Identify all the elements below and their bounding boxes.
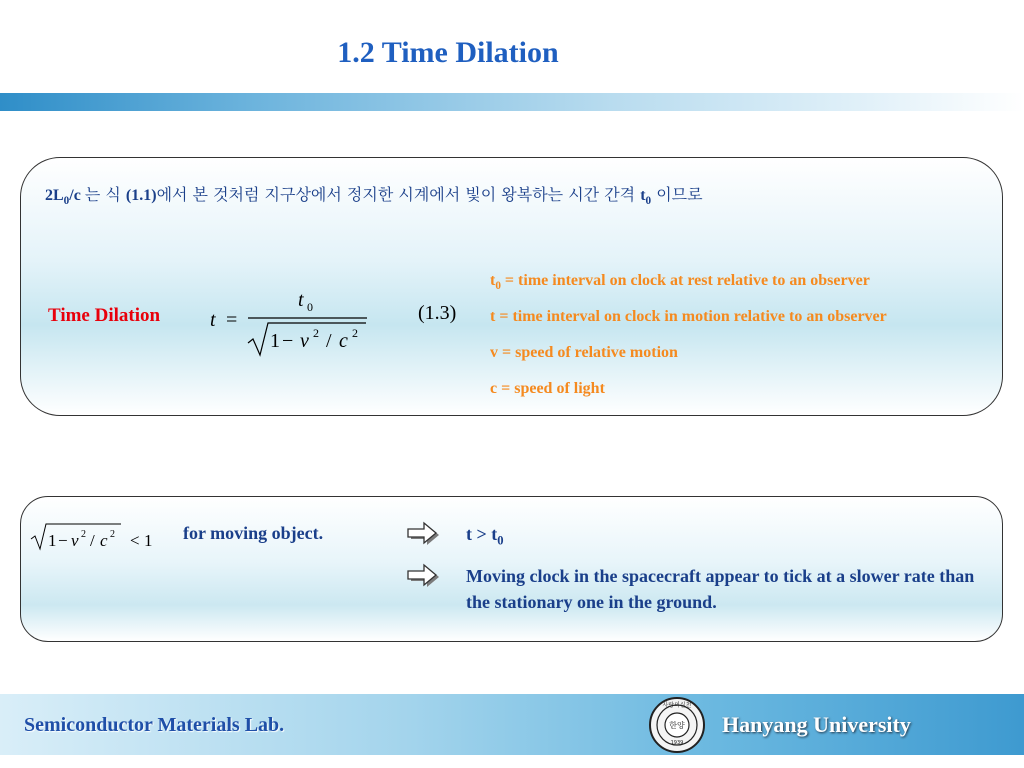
intro-t-subscript: 0: [645, 195, 652, 208]
moving-object-panel: [20, 496, 1003, 642]
intro-korean-2: 에서 본 것처럼 지구상에서 정지한 시계에서 빛이 왕복하는 시간 간격: [156, 185, 641, 204]
slide-title: 1.2 Time Dilation: [337, 36, 559, 69]
seal-motto: 사랑의실천: [662, 702, 692, 709]
intro-sentence: [45, 182, 703, 207]
intro-equation-ref: (1.1): [125, 187, 157, 204]
formula-numerator-t: t: [298, 289, 304, 311]
definition-v: v = speed of relative motion: [490, 344, 678, 361]
inequality-rhs: 1: [144, 531, 153, 550]
formula-c: c: [339, 330, 348, 352]
definition-t0-subscript: 0: [495, 280, 501, 293]
definition-c: c = speed of light: [490, 380, 605, 397]
formula-numerator-subscript: 0: [307, 300, 313, 314]
lorentz-inequality: [29, 517, 169, 557]
implies-arrow-icon: [406, 563, 442, 591]
definition-t0-symbol: t: [490, 272, 496, 289]
university-name: Hanyang University: [722, 712, 911, 737]
implies-arrow-icon: [406, 521, 442, 549]
intro-subscript: 0: [63, 195, 70, 208]
footer-bar: [0, 694, 1024, 755]
seal-year: 1939: [670, 740, 684, 746]
definition-t0-text: = time interval on clock at rest relative to an observer: [500, 272, 870, 289]
formula-slash: /: [326, 330, 332, 352]
university-seal-icon: [648, 696, 706, 754]
formula-minus: −: [282, 330, 294, 352]
time-dilation-label: Time Dilation: [48, 305, 161, 326]
inequality-v: v: [71, 531, 79, 550]
formula-lhs-t: t: [210, 309, 216, 331]
equation-number: (1.3): [418, 302, 457, 324]
moving-object-text: for moving object.: [183, 523, 324, 543]
result1-text: t > t: [466, 524, 498, 544]
inequality-one: 1: [48, 531, 57, 550]
time-dilation-panel: [20, 157, 1003, 416]
formula-v-exponent: 2: [313, 326, 319, 340]
result-moving-clock: Moving clock in the spacecraft appear to tick at a slower rate than the stationary one in the ground.: [466, 566, 975, 612]
formula-v: v: [300, 330, 309, 352]
result1-subscript: 0: [497, 533, 504, 548]
formula-c-exponent: 2: [352, 326, 358, 340]
formula-one: 1: [270, 330, 280, 352]
result-t-greater-t0: [466, 524, 504, 549]
intro-t: t: [640, 187, 646, 204]
intro-over-c: /c: [69, 187, 85, 204]
inequality-less-than: <: [130, 531, 140, 550]
time-dilation-formula: [204, 281, 394, 361]
definition-t: t = time interval on clock in motion relative to an observer: [490, 308, 887, 325]
intro-korean-1: 는 식: [84, 185, 126, 204]
inequality-minus: −: [58, 531, 68, 550]
formula-equals: =: [226, 309, 238, 331]
lab-name: Semiconductor Materials Lab.: [24, 714, 285, 736]
title-divider-bar: [0, 93, 1024, 111]
inequality-v-exponent: 2: [81, 529, 86, 540]
intro-2L: 2L: [45, 187, 64, 204]
intro-korean-3: 이므로: [651, 185, 703, 204]
seal-center: 한양: [669, 721, 685, 730]
inequality-c-exponent: 2: [110, 529, 115, 540]
inequality-slash: /: [90, 531, 95, 550]
definition-t0: [490, 272, 870, 292]
inequality-c: c: [100, 531, 108, 550]
